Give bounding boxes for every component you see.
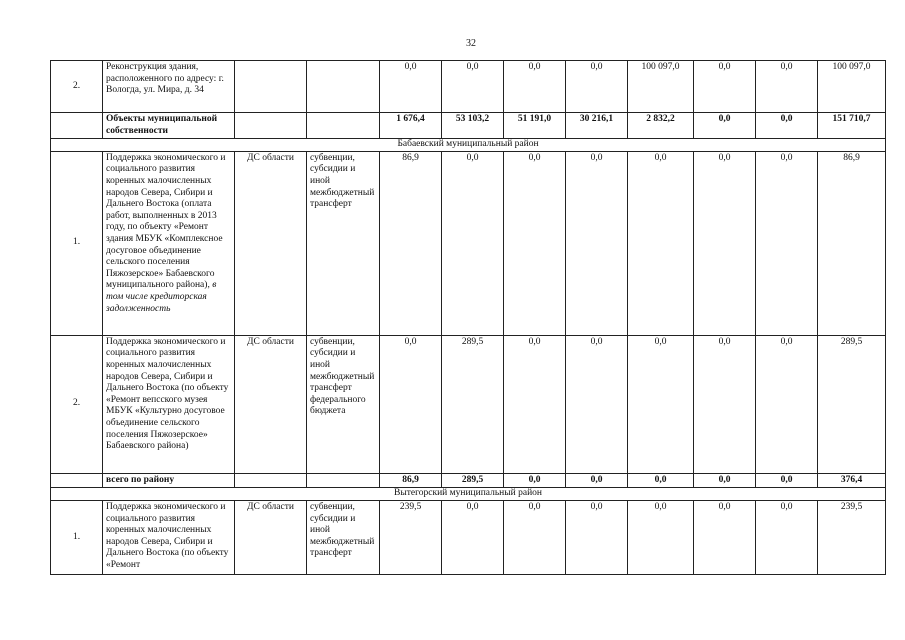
value-cell: 0,0 bbox=[442, 151, 504, 335]
value-cell: 53 103,2 bbox=[442, 113, 504, 139]
section-row bbox=[51, 488, 886, 501]
source-cell: субвенции, субсидии и иной межбюджетный трансферт федерального бюджета bbox=[307, 335, 380, 473]
empty-cell bbox=[307, 473, 380, 488]
value-cell: 0,0 bbox=[628, 335, 694, 473]
value-cell: 0,0 bbox=[694, 335, 756, 473]
table-row bbox=[51, 335, 886, 473]
value-cell: 239,5 bbox=[380, 500, 442, 574]
value-cell: 0,0 bbox=[504, 151, 566, 335]
value-cell: 0,0 bbox=[694, 151, 756, 335]
row-number: 1. bbox=[51, 151, 103, 335]
total-label: Объекты муниципальной собственности bbox=[103, 113, 235, 139]
value-cell: 0,0 bbox=[694, 500, 756, 574]
section-title: Вытегорский муниципальный район bbox=[51, 488, 886, 501]
value-cell: 0,0 bbox=[756, 473, 818, 488]
row-number: 2. bbox=[51, 61, 103, 113]
item-name-text: Поддержка экономического и социального развития коренных малочисленных народов Севера, Сибири и Дальнего Востока (по объекту «Ремонт bbox=[106, 501, 229, 570]
value-cell: 0,0 bbox=[566, 61, 628, 113]
row-number: 1. bbox=[51, 500, 103, 574]
value-cell: 0,0 bbox=[628, 500, 694, 574]
value-cell: 0,0 bbox=[628, 473, 694, 488]
page-number: 32 bbox=[466, 38, 476, 49]
item-name bbox=[103, 151, 235, 335]
item-name-text: Поддержка экономического и социального развития коренных малочисленных народов Севера, Сибири и Дальнего Востока (по объекту «Ремонт вепсского музея МБУК «Культурно досуговое объединение сельского поселения Пяжозерское» Бабаевского района) bbox=[106, 336, 229, 452]
value-cell: 86,9 bbox=[380, 473, 442, 488]
value-cell: 86,9 bbox=[818, 151, 886, 335]
value-cell: 0,0 bbox=[756, 335, 818, 473]
value-cell: 0,0 bbox=[756, 61, 818, 113]
value-cell: 0,0 bbox=[756, 113, 818, 139]
value-cell: 0,0 bbox=[566, 335, 628, 473]
value-cell: 0,0 bbox=[756, 500, 818, 574]
item-name bbox=[103, 61, 235, 113]
item-name bbox=[103, 335, 235, 473]
item-name-text: Поддержка экономического и социального развития коренных малочисленных народов Севера, Сибири и Дальнего Востока (оплата работ, выполненных в 2013 году, по объекту «Ремонт здания МБУК «Комплексное досуговое объединение сельского поселения Пяжозерское» Бабаевского муниципального района), bbox=[106, 152, 226, 291]
section-title: Бабаевский муниципальный район bbox=[51, 139, 886, 152]
value-cell: 0,0 bbox=[380, 61, 442, 113]
value-cell: 151 710,7 bbox=[818, 113, 886, 139]
agency-cell bbox=[235, 61, 307, 113]
value-cell: 0,0 bbox=[694, 473, 756, 488]
value-cell: 0,0 bbox=[628, 151, 694, 335]
value-cell: 0,0 bbox=[504, 500, 566, 574]
value-cell: 100 097,0 bbox=[818, 61, 886, 113]
value-cell: 0,0 bbox=[694, 113, 756, 139]
source-cell: субвенции, субсидии и иной межбюджетный трансферт bbox=[307, 151, 380, 335]
value-cell: 86,9 bbox=[380, 151, 442, 335]
empty-cell bbox=[307, 113, 380, 139]
empty-cell bbox=[51, 473, 103, 488]
value-cell: 51 191,0 bbox=[504, 113, 566, 139]
item-name bbox=[103, 500, 235, 574]
table-row bbox=[51, 61, 886, 113]
value-cell: 0,0 bbox=[566, 473, 628, 488]
empty-cell bbox=[235, 113, 307, 139]
value-cell: 100 097,0 bbox=[628, 61, 694, 113]
value-cell: 0,0 bbox=[694, 61, 756, 113]
value-cell: 1 676,4 bbox=[380, 113, 442, 139]
value-cell: 0,0 bbox=[504, 473, 566, 488]
value-cell: 0,0 bbox=[442, 61, 504, 113]
value-cell: 2 832,2 bbox=[628, 113, 694, 139]
table-row bbox=[51, 500, 886, 574]
value-cell: 0,0 bbox=[442, 500, 504, 574]
total-row bbox=[51, 473, 886, 488]
agency-cell: ДС области bbox=[235, 335, 307, 473]
agency-cell: ДС области bbox=[235, 151, 307, 335]
agency-cell: ДС области bbox=[235, 500, 307, 574]
total-label: всего по району bbox=[103, 473, 235, 488]
value-cell: 0,0 bbox=[380, 335, 442, 473]
value-cell: 0,0 bbox=[504, 335, 566, 473]
row-number: 2. bbox=[51, 335, 103, 473]
empty-cell bbox=[235, 473, 307, 488]
item-name-note: в том числе кредиторская задолженность bbox=[106, 280, 217, 314]
empty-cell bbox=[51, 113, 103, 139]
value-cell: 376,4 bbox=[818, 473, 886, 488]
value-cell: 239,5 bbox=[818, 500, 886, 574]
item-name-text: Реконструкция здания, расположенного по адресу: г. Вологда, ул. Мира, д. 34 bbox=[106, 62, 224, 96]
section-row bbox=[51, 139, 886, 152]
value-cell: 0,0 bbox=[566, 500, 628, 574]
source-cell bbox=[307, 61, 380, 113]
value-cell: 0,0 bbox=[504, 61, 566, 113]
value-cell: 289,5 bbox=[818, 335, 886, 473]
table-row bbox=[51, 151, 886, 335]
budget-table bbox=[50, 60, 886, 575]
source-cell: субвенции, субсидии и иной межбюджетный трансферт bbox=[307, 500, 380, 574]
value-cell: 30 216,1 bbox=[566, 113, 628, 139]
value-cell: 0,0 bbox=[566, 151, 628, 335]
value-cell: 0,0 bbox=[756, 151, 818, 335]
value-cell: 289,5 bbox=[442, 473, 504, 488]
value-cell: 289,5 bbox=[442, 335, 504, 473]
total-row bbox=[51, 113, 886, 139]
